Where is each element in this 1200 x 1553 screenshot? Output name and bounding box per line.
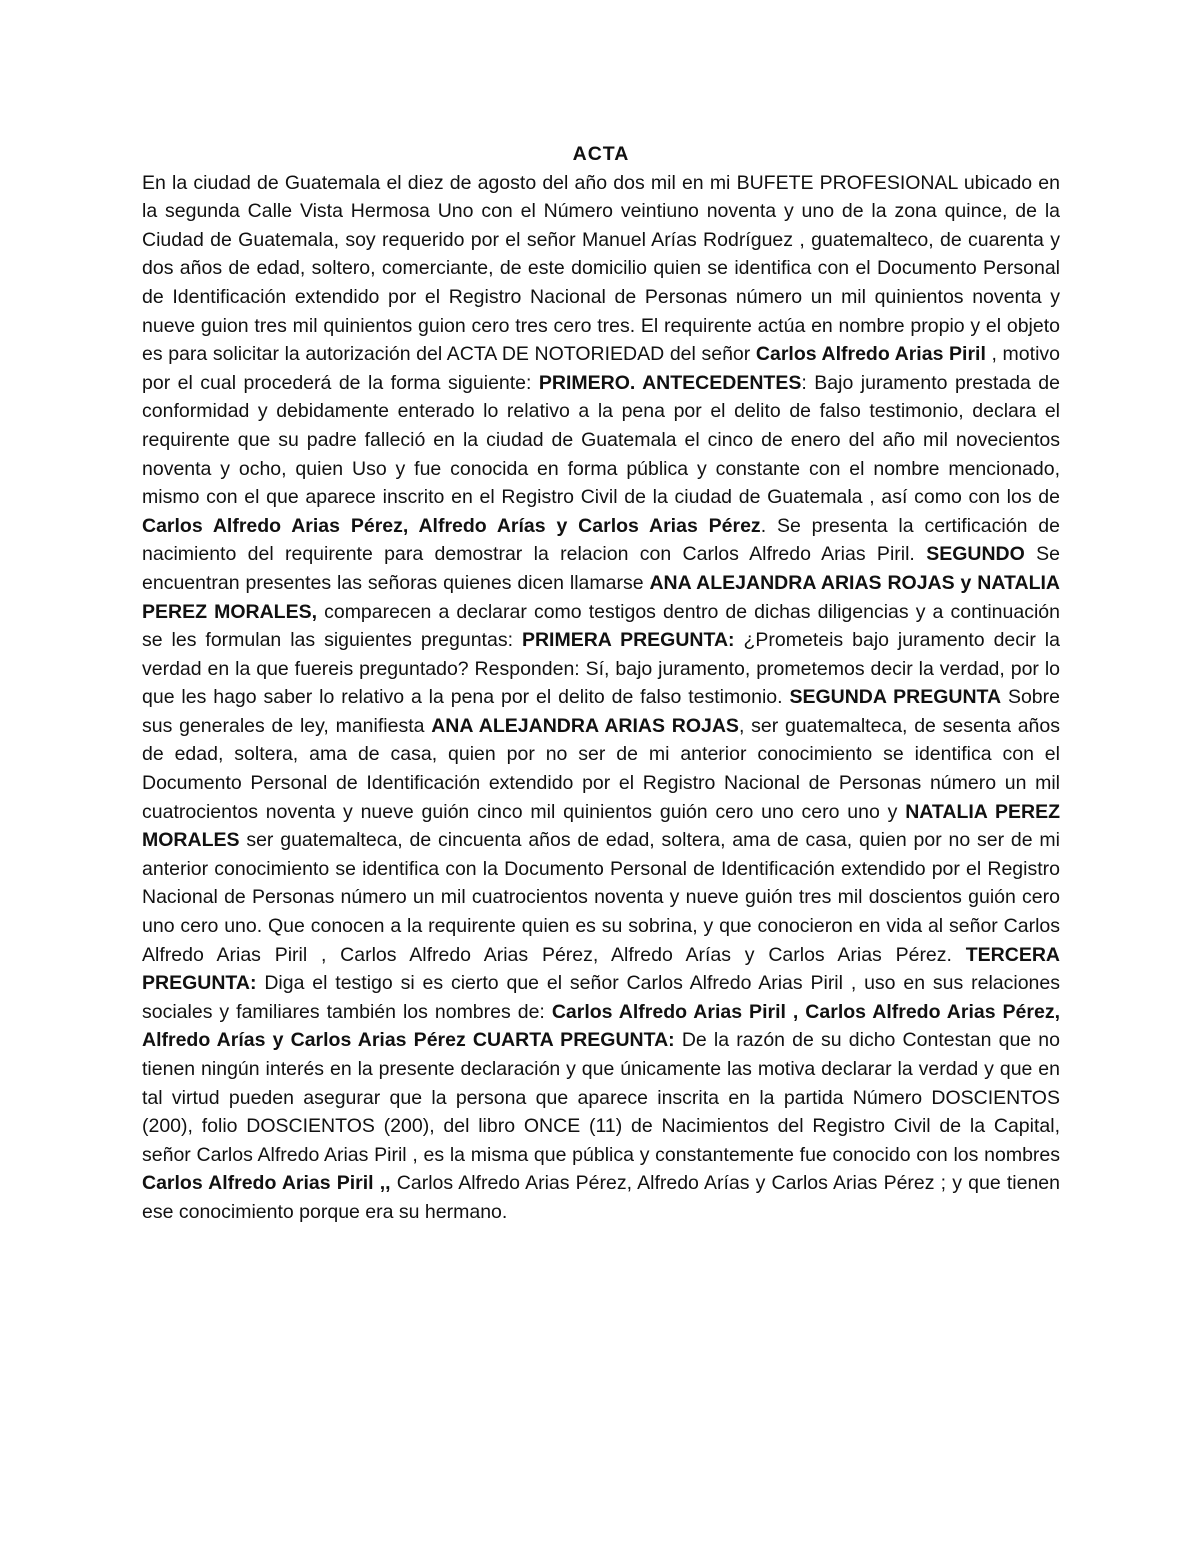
text-segment: Diga el testigo si es cierto que el señor Carlos Alfredo Arias Piril , uso en sus relaciones sociales y familiares también los nombres de: xyxy=(142,972,1060,1023)
text-segment: ¿Prometeis bajo juramento decir la verdad en la que fuereis preguntado? Responden: Sí, bajo juramento, prometemos decir la verdad, por lo que les hago saber lo relativo a la pena por el delito de falso testimonio. xyxy=(142,629,1060,709)
text-segment: Se encuentran presentes las señoras quienes dicen llamarse xyxy=(142,543,1060,594)
bold-text-segment: SEGUNDA PREGUNTA xyxy=(789,686,1002,709)
text-segment: ser guatemalteca, de cincuenta años de edad, soltera, ama de casa, quien por no ser de mi anterior conocimiento se identifica con la Documento Personal de Identificación extendido por el Registro Nacional de Personas número un mil cuatrocientos noventa y nueve guión tres mil doscientos guión cero uno cero uno. Que conocen a la requirente quien es su sobrina, y que conocieron en vida al señor Carlos Alfredo Arias Piril , Carlos Alfredo Arias Pérez, Alfredo Arías y Carlos Arias Pérez. xyxy=(142,829,1060,966)
bold-text-segment: TERCERA PREGUNTA: xyxy=(142,943,1060,995)
bold-text-segment: SEGUNDO xyxy=(926,543,1025,566)
bold-text-segment: Carlos Alfredo Arias Piril ,, xyxy=(142,1172,391,1195)
bold-text-segment: PRIMERA PREGUNTA: xyxy=(521,629,735,652)
text-segment: Sobre sus generales de ley, manifiesta xyxy=(142,686,1060,737)
text-segment: . Se presenta la certificación de nacimiento del requirente para demostrar la relacion con Carlos Alfredo Arias Piril. xyxy=(142,514,1060,566)
document-body xyxy=(142,169,1060,1227)
bold-text-segment: PRIMERO. ANTECEDENTES xyxy=(538,371,802,394)
text-segment: , ser guatemalteca, de sesenta años de edad, soltera, ama de casa, quien por no ser de mi anterior conocimiento se identifica con el Documento Personal de Identificación extendido por el Registro Nacional de Personas número un mil cuatrocientos noventa y nueve guión cinco mil quinientos guión cero uno cero uno y xyxy=(142,714,1060,823)
bold-text-segment: ANA ALEJANDRA ARIAS ROJAS y NATALIA PEREZ MORALES, xyxy=(142,571,1060,623)
document-page xyxy=(142,140,1060,1227)
document-title: ACTA xyxy=(572,143,630,165)
bold-text-segment: NATALIA PEREZ MORALES xyxy=(142,800,1061,852)
bold-text-segment: Carlos Alfredo Arias Piril , Carlos Alfredo Arias Pérez, Alfredo Arías y Carlos Arias Pérez CUARTA PREGUNTA: xyxy=(142,1000,1060,1052)
bold-text-segment: Carlos Alfredo Arias Pérez, Alfredo Arías y Carlos Arias Pérez xyxy=(142,514,761,537)
text-segment: En la ciudad de Guatemala el diez de agosto del año dos mil en mi BUFETE PROFESIONAL ubicado en la segunda Calle Vista Hermosa Uno con el Número veintiuno noventa y uno de la zona quince, de la Ciudad de Guatemala, soy requerido por el señor Manuel Arías Rodríguez , guatemalteco, de cuarenta y dos años de edad, soltero, comerciante, de este domicilio quien se identifica con el Documento Personal de Identificación extendido por el Registro Nacional de Personas número un mil quinientos noventa y nueve guion tres mil quinientos guion cero tres cero tres. El requirente actúa en nombre propio y el objeto es para solicitar la autorización del ACTA DE NOTORIEDAD del señor xyxy=(142,171,1060,366)
bold-text-segment: ANA ALEJANDRA ARIAS ROJAS xyxy=(431,714,739,737)
text-segment: : Bajo juramento prestada de conformidad y debidamente enterado lo relativo a la pena por el delito de falso testimonio, declara el requirente que su padre falleció en la ciudad de Guatemala el cinco de enero del año mil novecientos noventa y ocho, quien Uso y fue conocida en forma pública y constante con el nombre mencionado, mismo con el que aparece inscrito en el Registro Civil de la ciudad de Guatemala , así como con los de xyxy=(142,371,1061,509)
text-segment: De la razón de su dicho Contestan que no tienen ningún interés en la presente declaración y que únicamente las motiva declarar la verdad y que en tal virtud pueden asegurar que la persona que aparece inscrita en la partida Número DOSCIENTOS (200), folio DOSCIENTOS (200), del libro ONCE (11) de Nacimientos del Registro Civil de la Capital, señor Carlos Alfredo Arias Piril , es la misma que pública y constantemente fue conocido con los nombres xyxy=(142,1029,1060,1166)
text-segment: , motivo por el cual procederá de la forma siguiente: xyxy=(142,343,1060,394)
bold-text-segment: Carlos Alfredo Arias Piril xyxy=(755,343,986,366)
text-segment: comparecen a declarar como testigos dentro de dichas diligencias y a continuación se les formulan las siguientes preguntas: xyxy=(142,600,1060,652)
text-segment: Carlos Alfredo Arias Pérez, Alfredo Arías y Carlos Arias Pérez ; y que tienen ese conocimiento porque era su hermano. xyxy=(142,1172,1060,1223)
